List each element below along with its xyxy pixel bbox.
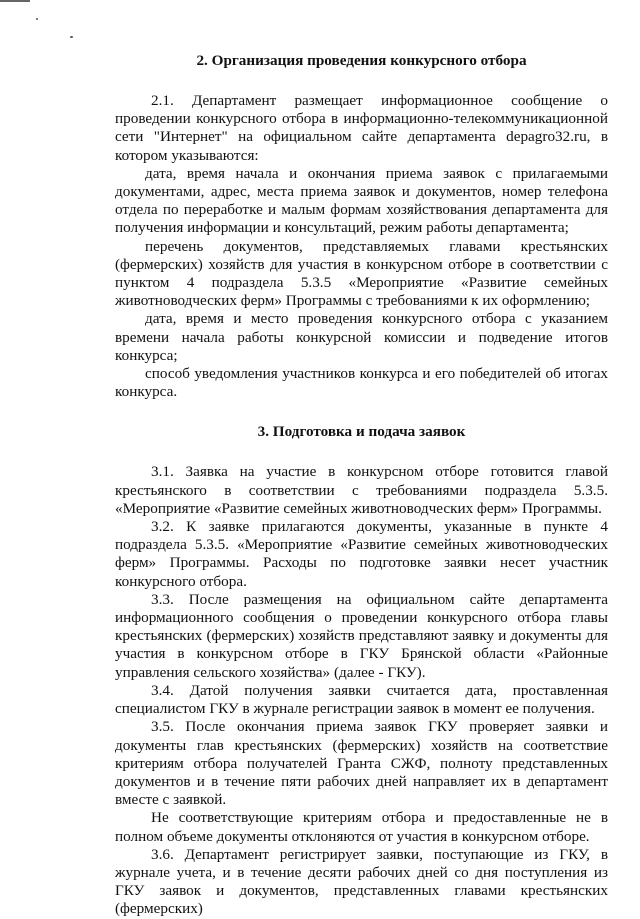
paragraph-3-2: 3.2. К заявке прилагаются документы, указанные в пункте 4 подраздела 5.3.5. «Мероприятие «Развитие семейных животноводческих ферм» Программы. Расходы по подготовке заявки несет участник конкурсного отбора. <box>115 518 608 590</box>
scan-speck <box>36 18 38 20</box>
section-3-heading: 3. Подготовка и подача заявок <box>257 423 466 441</box>
paragraph-3-1: 3.1. Заявка на участие в конкурсном отборе готовится главой крестьянского в соответствии с требованиями подраздела 5.3.5. «Мероприятие «Развитие семейных животноводческих ферм» Программы. <box>115 463 608 517</box>
list-item-notification: способ уведомления участников конкурса и его победителей об итогах конкурса. <box>115 365 608 401</box>
document-page <box>115 52 608 919</box>
paragraph-3-5: 3.5. После окончания приема заявок ГКУ проверяет заявки и документы глав крестьянских (фермерских) хозяйств на соответствие критериям отбора получателей Гранта СЖФ, полноту представленных документов и в течение пяти рабочих дней направляет их в департамент вместе с заявкой. <box>115 718 608 809</box>
list-item-documents: перечень документов, представляемых главами крестьянских (фермерских) хозяйств для участия в конкурсном отборе в соответствии с пунктом 4 подраздела 5.3.5 «Мероприятие «Развитие семейных животноводческих ферм» Программы с требованиями к их оформлению; <box>115 237 608 310</box>
paragraph-3-6: 3.6. Департамент регистрирует заявки, поступающие из ГКУ, в журнале учета, и в течение десяти рабочих дней со дня поступления из ГКУ заявок и документов, представленных главами крестьянских (фермерских) <box>115 845 608 918</box>
list-item-dates: дата, время начала и окончания приема заявок с прилагаемыми документами, адрес, места приема заявок и документов, номер телефона отдела по переработке и малым формам хозяйствования департамента для получения информации и консультаций, режим работы департамента; <box>115 164 608 237</box>
paragraph-3-4: 3.4. Датой получения заявки считается дата, проставленная специалистом ГКУ в журнале регистрации заявок в момент ее получения. <box>115 681 608 718</box>
scan-edge-mark <box>0 0 30 2</box>
paragraph-3-3: 3.3. После размещения на официальном сайте департамента информационного сообщения о проведении конкурсного отбора главы крестьянских (фермерских) хозяйств представляют заявку и документы для участия в конкурсном отборе в ГКУ Брянской области «Районные управления сельского хозяйства» (далее - ГКУ). <box>115 590 608 681</box>
paragraph-3-5-rejection: Не соответствующие критериям отбора и предоставленные не в полном объеме документы отклоняются от участия в конкурсном отборе. <box>115 809 608 845</box>
list-item-venue: дата, время и место проведения конкурсного отбора с указанием времени начала работы конкурсной комиссии и подведение итогов конкурса; <box>115 310 608 364</box>
scan-speck <box>70 36 73 38</box>
section-2-heading: 2. Организация проведения конкурсного отбора <box>196 52 527 69</box>
paragraph-2-1: 2.1. Департамент размещает информационное сообщение о проведении конкурсного отбора в информационно-телекоммуникационной сети "Интернет" на официальном сайте департамента depagro32.ru, в котором указываются: <box>115 92 608 164</box>
